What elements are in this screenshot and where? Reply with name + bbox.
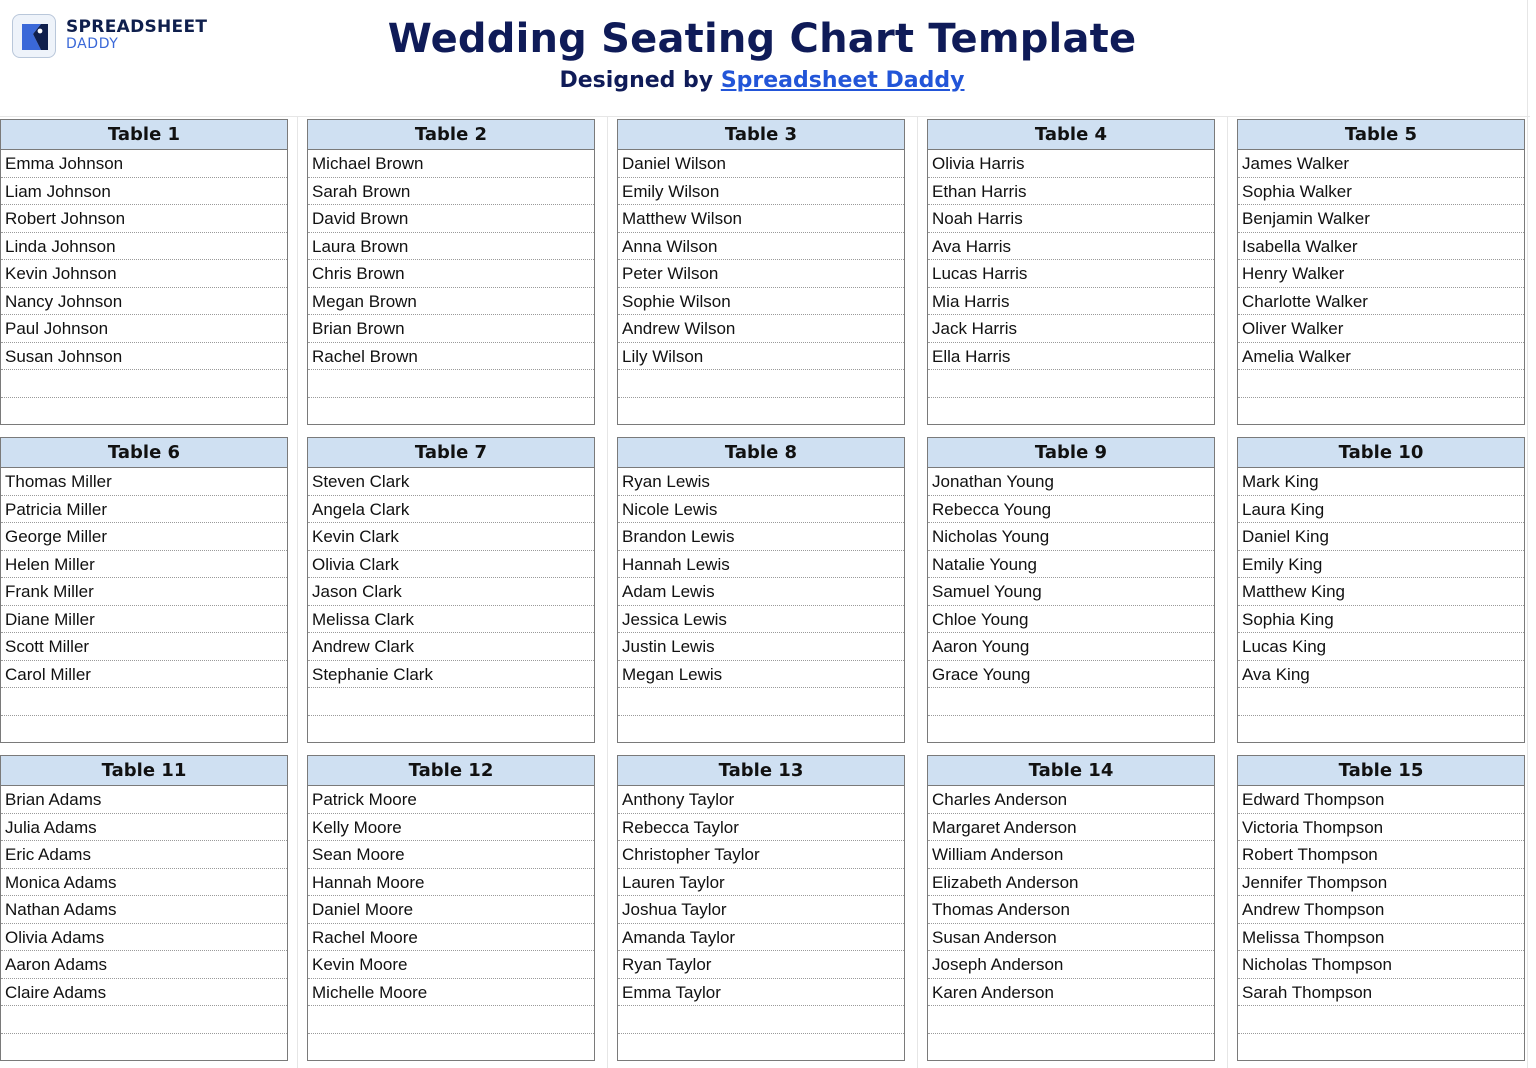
seating-table	[617, 437, 905, 743]
seating-table	[617, 119, 905, 425]
guest-cell[interactable]: Justin Lewis	[618, 633, 904, 661]
guest-cell[interactable]: Thomas Anderson	[928, 896, 1214, 924]
guest-cell[interactable]: Karen Anderson	[928, 979, 1214, 1007]
guest-cell[interactable]	[618, 1034, 904, 1062]
guest-cell[interactable]: Susan Johnson	[1, 343, 287, 371]
guest-cell[interactable]: Charles Anderson	[928, 786, 1214, 814]
guest-cell[interactable]: Jason Clark	[308, 578, 594, 606]
guest-cell[interactable]: Brandon Lewis	[618, 523, 904, 551]
guest-cell[interactable]	[1, 688, 287, 716]
guest-cell[interactable]: Mark King	[1238, 468, 1524, 496]
guest-cell[interactable]: Helen Miller	[1, 551, 287, 579]
table-header[interactable]: Table 1	[1, 120, 287, 150]
guest-cell[interactable]: William Anderson	[928, 841, 1214, 869]
guest-cell[interactable]: Brian Brown	[308, 315, 594, 343]
guest-cell[interactable]: Christopher Taylor	[618, 841, 904, 869]
guest-cell[interactable]	[308, 398, 594, 426]
guest-cell[interactable]: Julia Adams	[1, 814, 287, 842]
guest-cell[interactable]: James Walker	[1238, 150, 1524, 178]
guest-cell[interactable]	[1238, 370, 1524, 398]
guest-cell[interactable]: Natalie Young	[928, 551, 1214, 579]
guest-cell[interactable]	[618, 370, 904, 398]
guest-cell[interactable]: Olivia Clark	[308, 551, 594, 579]
guest-cell[interactable]: Adam Lewis	[618, 578, 904, 606]
guest-cell[interactable]: Samuel Young	[928, 578, 1214, 606]
table-header[interactable]: Table 4	[928, 120, 1214, 150]
guest-cell[interactable]: Oliver Walker	[1238, 315, 1524, 343]
guest-cell[interactable]: Angela Clark	[308, 496, 594, 524]
guest-cell[interactable]: Kevin Clark	[308, 523, 594, 551]
guest-cell[interactable]: Laura King	[1238, 496, 1524, 524]
page-subtitle	[0, 68, 1524, 93]
seating-table	[1237, 437, 1525, 743]
guest-cell[interactable]: Aaron Young	[928, 633, 1214, 661]
guest-cell[interactable]: Megan Lewis	[618, 661, 904, 689]
guest-cell[interactable]: Matthew King	[1238, 578, 1524, 606]
guest-cell[interactable]: Andrew Wilson	[618, 315, 904, 343]
guest-cell[interactable]: Sophia Walker	[1238, 178, 1524, 206]
seating-table	[927, 119, 1215, 425]
guest-cell[interactable]	[1238, 1006, 1524, 1034]
guest-cell[interactable]: Ava King	[1238, 661, 1524, 689]
sheet-gridline	[1227, 116, 1228, 1068]
table-header[interactable]: Table 3	[618, 120, 904, 150]
guest-cell[interactable]: Rachel Brown	[308, 343, 594, 371]
seating-table	[0, 437, 288, 743]
guest-cell[interactable]: Nancy Johnson	[1, 288, 287, 316]
guest-cell[interactable]	[618, 1006, 904, 1034]
guest-cell[interactable]: Victoria Thompson	[1238, 814, 1524, 842]
guest-cell[interactable]: Kelly Moore	[308, 814, 594, 842]
guest-cell[interactable]: Nicholas Young	[928, 523, 1214, 551]
guest-cell[interactable]: Brian Adams	[1, 786, 287, 814]
guest-cell[interactable]: Rebecca Young	[928, 496, 1214, 524]
table-header[interactable]: Table 6	[1, 438, 287, 468]
guest-cell[interactable]: Ryan Taylor	[618, 951, 904, 979]
guest-cell[interactable]: Scott Miller	[1, 633, 287, 661]
guest-cell[interactable]	[1, 398, 287, 426]
guest-cell[interactable]: Sophia King	[1238, 606, 1524, 634]
guest-cell[interactable]	[1, 1006, 287, 1034]
subtitle-prefix: Designed by	[559, 68, 721, 93]
seating-table	[1237, 755, 1525, 1061]
guest-cell[interactable]: Jonathan Young	[928, 468, 1214, 496]
guest-cell[interactable]	[308, 1034, 594, 1062]
guest-cell[interactable]: Olivia Adams	[1, 924, 287, 952]
guest-cell[interactable]: Kevin Johnson	[1, 260, 287, 288]
guest-cell[interactable]: Ava Harris	[928, 233, 1214, 261]
guest-cell[interactable]: Michael Brown	[308, 150, 594, 178]
guest-cell[interactable]	[618, 716, 904, 744]
guest-cell[interactable]: Lucas Harris	[928, 260, 1214, 288]
guest-cell[interactable]: Joshua Taylor	[618, 896, 904, 924]
spreadsheet-daddy-link[interactable]: Spreadsheet Daddy	[720, 68, 965, 93]
guest-cell[interactable]	[928, 1034, 1214, 1062]
guest-cell[interactable]: Chloe Young	[928, 606, 1214, 634]
guest-cell[interactable]: Jack Harris	[928, 315, 1214, 343]
guest-cell[interactable]: Diane Miller	[1, 606, 287, 634]
guest-cell[interactable]: Sophie Wilson	[618, 288, 904, 316]
guest-cell[interactable]: Stephanie Clark	[308, 661, 594, 689]
guest-cell[interactable]: David Brown	[308, 205, 594, 233]
guest-cell[interactable]: Linda Johnson	[1, 233, 287, 261]
guest-cell[interactable]	[618, 688, 904, 716]
table-header[interactable]: Table 9	[928, 438, 1214, 468]
seating-table	[0, 119, 288, 425]
guest-cell[interactable]	[308, 716, 594, 744]
logo-wordmark-top: SPREADSHEET	[66, 17, 208, 37]
guest-cell[interactable]: Ethan Harris	[928, 178, 1214, 206]
seating-table	[1237, 119, 1525, 425]
guest-cell[interactable]	[1, 370, 287, 398]
guest-cell[interactable]: Eric Adams	[1, 841, 287, 869]
seating-table	[307, 437, 595, 743]
guest-cell[interactable]	[308, 688, 594, 716]
guest-cell[interactable]: Paul Johnson	[1, 315, 287, 343]
guest-cell[interactable]: Lily Wilson	[618, 343, 904, 371]
guest-cell[interactable]: Daniel Wilson	[618, 150, 904, 178]
guest-cell[interactable]: Lauren Taylor	[618, 869, 904, 897]
guest-cell[interactable]: Benjamin Walker	[1238, 205, 1524, 233]
guest-cell[interactable]: Joseph Anderson	[928, 951, 1214, 979]
guest-cell[interactable]: Anthony Taylor	[618, 786, 904, 814]
guest-cell[interactable]: Carol Miller	[1, 661, 287, 689]
guest-cell[interactable]: Andrew Clark	[308, 633, 594, 661]
sheet-gridline	[0, 116, 1530, 117]
guest-cell[interactable]: Rebecca Taylor	[618, 814, 904, 842]
guest-cell[interactable]	[1, 1034, 287, 1062]
guest-cell[interactable]: Ella Harris	[928, 343, 1214, 371]
guest-cell[interactable]: Charlotte Walker	[1238, 288, 1524, 316]
guest-cell[interactable]: George Miller	[1, 523, 287, 551]
guest-cell[interactable]: Amelia Walker	[1238, 343, 1524, 371]
guest-cell[interactable]	[928, 688, 1214, 716]
seating-table	[927, 755, 1215, 1061]
guest-cell[interactable]: Nathan Adams	[1, 896, 287, 924]
guest-cell[interactable]: Matthew Wilson	[618, 205, 904, 233]
guest-cell[interactable]	[618, 398, 904, 426]
guest-cell[interactable]: Hannah Lewis	[618, 551, 904, 579]
seating-table	[927, 437, 1215, 743]
guest-cell[interactable]: Nicholas Thompson	[1238, 951, 1524, 979]
guest-cell[interactable]: Emily Wilson	[618, 178, 904, 206]
guest-cell[interactable]: Steven Clark	[308, 468, 594, 496]
guest-cell[interactable]: Liam Johnson	[1, 178, 287, 206]
guest-cell[interactable]: Aaron Adams	[1, 951, 287, 979]
guest-cell[interactable]: Edward Thompson	[1238, 786, 1524, 814]
table-header[interactable]: Table 5	[1238, 120, 1524, 150]
guest-cell[interactable]: Lucas King	[1238, 633, 1524, 661]
sheet-gridline	[917, 116, 918, 1068]
guest-cell[interactable]: Patricia Miller	[1, 496, 287, 524]
guest-cell[interactable]	[928, 398, 1214, 426]
table-header[interactable]: Table 8	[618, 438, 904, 468]
guest-cell[interactable]: Isabella Walker	[1238, 233, 1524, 261]
guest-cell[interactable]: Robert Johnson	[1, 205, 287, 233]
guest-cell[interactable]	[928, 370, 1214, 398]
guest-cell[interactable]: Monica Adams	[1, 869, 287, 897]
guest-cell[interactable]	[308, 1006, 594, 1034]
sheet-gridline	[297, 116, 298, 1068]
table-header[interactable]: Table 13	[618, 756, 904, 786]
guest-cell[interactable]	[308, 370, 594, 398]
guest-cell[interactable]: Jennifer Thompson	[1238, 869, 1524, 897]
guest-cell[interactable]: Melissa Thompson	[1238, 924, 1524, 952]
guest-cell[interactable]: Ryan Lewis	[618, 468, 904, 496]
seating-table	[307, 119, 595, 425]
guest-cell[interactable]: Anna Wilson	[618, 233, 904, 261]
guest-cell[interactable]: Kevin Moore	[308, 951, 594, 979]
guest-cell[interactable]: Rachel Moore	[308, 924, 594, 952]
guest-cell[interactable]: Henry Walker	[1238, 260, 1524, 288]
guest-cell[interactable]: Susan Anderson	[928, 924, 1214, 952]
table-header[interactable]: Table 12	[308, 756, 594, 786]
guest-cell[interactable]: Elizabeth Anderson	[928, 869, 1214, 897]
table-header[interactable]: Table 14	[928, 756, 1214, 786]
logo-wordmark-bottom: DADDY	[66, 36, 119, 52]
guest-cell[interactable]: Noah Harris	[928, 205, 1214, 233]
guest-cell[interactable]: Amanda Taylor	[618, 924, 904, 952]
guest-cell[interactable]	[1238, 1034, 1524, 1062]
guest-cell[interactable]	[1, 716, 287, 744]
guest-cell[interactable]: Emma Taylor	[618, 979, 904, 1007]
seating-table	[0, 755, 288, 1061]
guest-cell[interactable]: Andrew Thompson	[1238, 896, 1524, 924]
guest-cell[interactable]	[1238, 688, 1524, 716]
guest-cell[interactable]: Melissa Clark	[308, 606, 594, 634]
guest-cell[interactable]: Margaret Anderson	[928, 814, 1214, 842]
guest-cell[interactable]: Mia Harris	[928, 288, 1214, 316]
guest-cell[interactable]: Claire Adams	[1, 979, 287, 1007]
guest-cell[interactable]: Robert Thompson	[1238, 841, 1524, 869]
table-header[interactable]: Table 7	[308, 438, 594, 468]
guest-cell[interactable]: Patrick Moore	[308, 786, 594, 814]
guest-cell[interactable]	[928, 716, 1214, 744]
sheet-gridline	[607, 116, 608, 1068]
sheet-gridline	[1527, 0, 1528, 1068]
table-header[interactable]: Table 11	[1, 756, 287, 786]
guest-cell[interactable]: Michelle Moore	[308, 979, 594, 1007]
page-title: Wedding Seating Chart Template	[387, 16, 1137, 62]
seating-table	[307, 755, 595, 1061]
guest-cell[interactable]: Grace Young	[928, 661, 1214, 689]
guest-cell[interactable]: Frank Miller	[1, 578, 287, 606]
guest-cell[interactable]: Sarah Thompson	[1238, 979, 1524, 1007]
table-header[interactable]: Table 15	[1238, 756, 1524, 786]
guest-cell[interactable]	[1238, 398, 1524, 426]
guest-cell[interactable]: Sarah Brown	[308, 178, 594, 206]
guest-cell[interactable]: Chris Brown	[308, 260, 594, 288]
guest-cell[interactable]: Peter Wilson	[618, 260, 904, 288]
guest-cell[interactable]: Megan Brown	[308, 288, 594, 316]
guest-cell[interactable]: Olivia Harris	[928, 150, 1214, 178]
guest-cell[interactable]	[1238, 716, 1524, 744]
table-header[interactable]: Table 2	[308, 120, 594, 150]
guest-cell[interactable]: Laura Brown	[308, 233, 594, 261]
guest-cell[interactable]: Jessica Lewis	[618, 606, 904, 634]
guest-cell[interactable]	[928, 1006, 1214, 1034]
guest-cell[interactable]: Thomas Miller	[1, 468, 287, 496]
guest-cell[interactable]: Nicole Lewis	[618, 496, 904, 524]
guest-cell[interactable]: Sean Moore	[308, 841, 594, 869]
table-header[interactable]: Table 10	[1238, 438, 1524, 468]
seating-table	[617, 755, 905, 1061]
guest-cell[interactable]: Emily King	[1238, 551, 1524, 579]
guest-cell[interactable]: Hannah Moore	[308, 869, 594, 897]
guest-cell[interactable]: Daniel King	[1238, 523, 1524, 551]
guest-cell[interactable]: Daniel Moore	[308, 896, 594, 924]
guest-cell[interactable]: Emma Johnson	[1, 150, 287, 178]
